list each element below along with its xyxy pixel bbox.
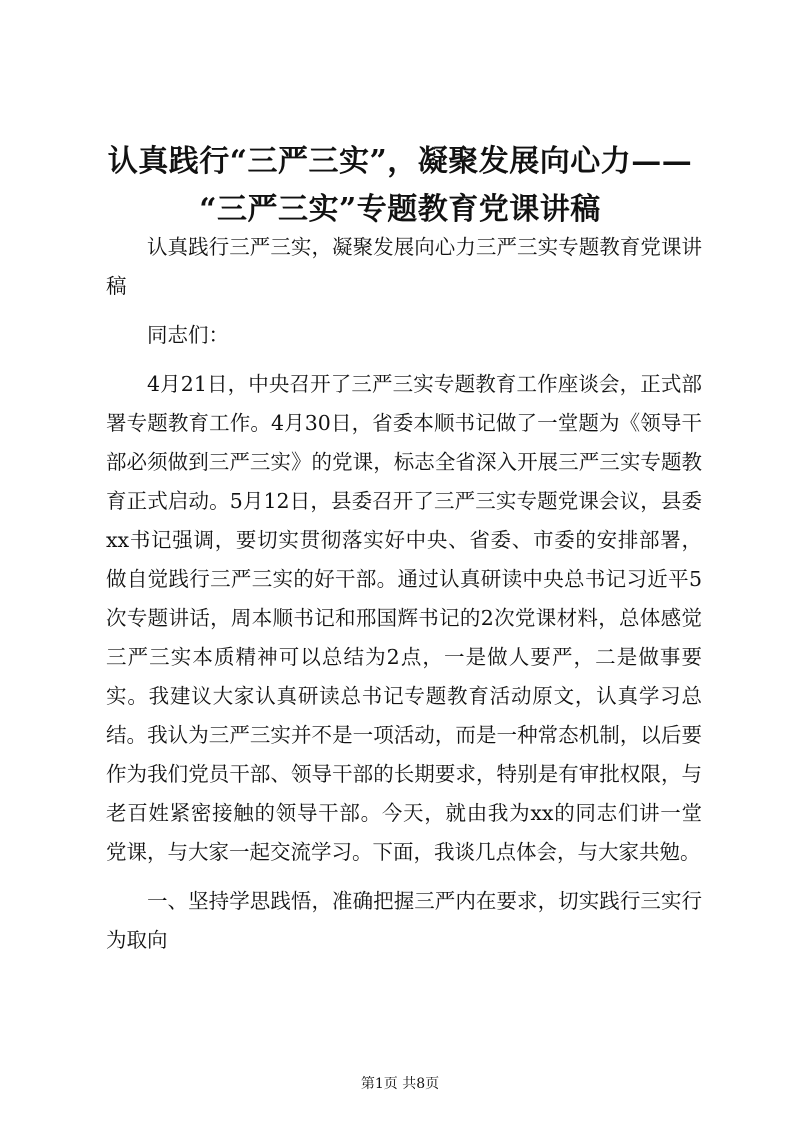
section-heading-paragraph: 一、坚持学思践悟，准确把握三严内在要求，切实践行三实行为取向 bbox=[106, 889, 702, 952]
salutation-paragraph: 同志们： bbox=[147, 323, 229, 347]
title-line-2: “三严三实”专题教育党课讲稿 bbox=[199, 192, 601, 227]
body-paragraph: 4月21日，中央召开了三严三实专题教育工作座谈会，正式部署专题教育工作。4月30日，省委本顺书记做了一堂题为《领导干部必须做到三严三实》的党课，标志全省深入开展三严三实专题教育正式启动。5月12日，县委召开了三严三实专题党课会议，县委xx书记强调，要切实贯彻落实好中央、省委、市委的安排部署，做自觉践行三严三实的好干部。通过认真研读中央总书记习近平5次专题讲话，周本顺书记和邢国辉书记的2次党课材料，总体感觉三严三实本质精神可以总结为2点，一是做人要严，二是做事要实。我建议大家认真研读总书记专题教育活动原文，认真学习总结。我认为三严三实并不是一项活动，而是一种常态机制，以后要作为我们党员干部、领导干部的长期要求，特别是有审批权限，与老百姓紧密接触的领导干部。今天，就由我为xx的同志们讲一堂党课，与大家一起交流学习。下面，我谈几点体会，与大家共勉。 bbox=[106, 372, 702, 864]
document-body bbox=[106, 228, 702, 970]
title-line-1: 认真践行“三严三实”，凝聚发展向心力—— bbox=[107, 144, 693, 179]
page-footer: 第1页 共8页 bbox=[360, 1076, 440, 1092]
subtitle-paragraph: 认真践行三严三实，凝聚发展向心力三严三实专题教育党课讲稿 bbox=[106, 235, 702, 298]
document-title bbox=[0, 138, 800, 234]
